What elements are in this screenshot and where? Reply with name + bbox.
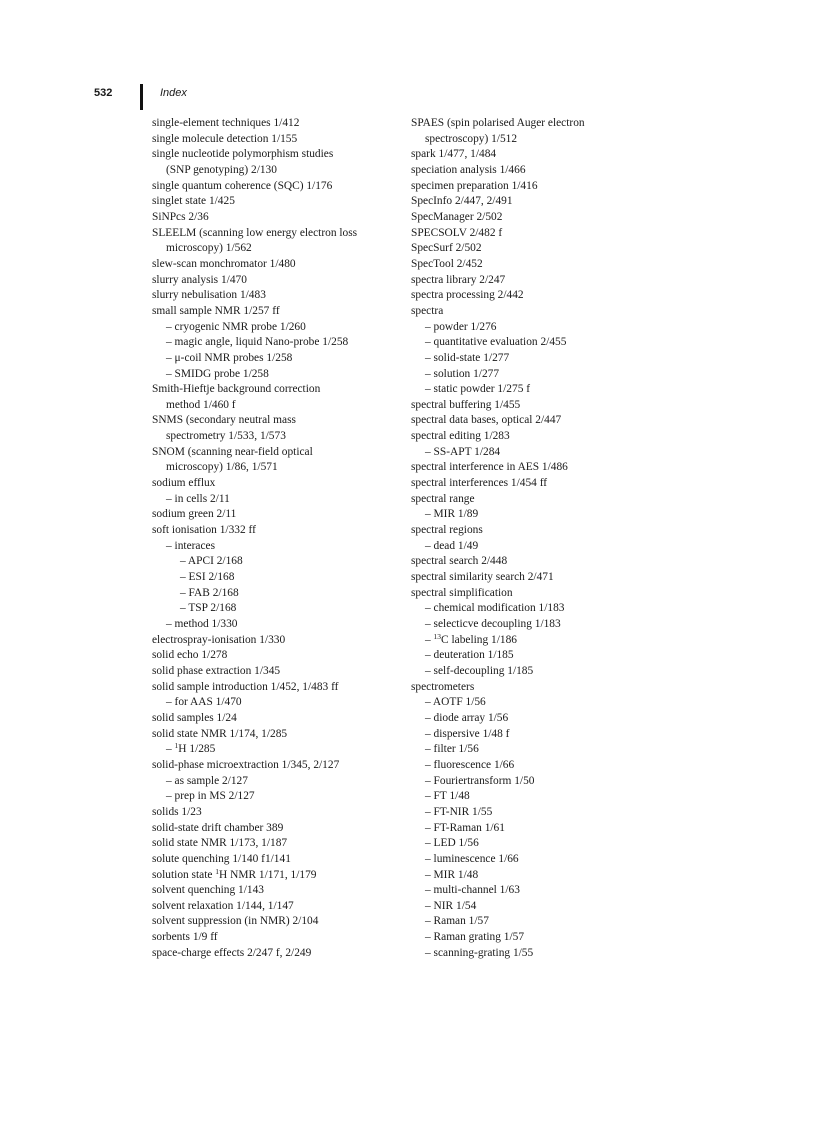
entry-line: slurry nebulisation 1/483 [152,289,266,302]
entry-continuation: (SNP genotyping) 2/130 [166,163,277,176]
entry-line: – $^{13}$C labeling 1/186 [425,631,517,646]
entry-line: spectral data bases, optical 2/447 [411,414,562,427]
index-entry [411,241,641,257]
entry-line: – multi-channel 1/63 [425,884,520,897]
entry-line: slew-scan monchromator 1/480 [152,257,296,270]
index-entry [152,680,402,696]
isotope-superscript: 13 [433,631,442,641]
index-subentry [411,664,641,680]
entry-line: solid-state drift chamber 389 [152,821,284,834]
index-entry [152,914,402,930]
index-subentry [152,601,402,617]
entry-line: solid state NMR 1/173, 1/187 [152,837,288,850]
entry-line: solvent relaxation 1/144, 1/147 [152,899,294,912]
index-column-right [411,116,641,961]
entry-continuation: method 1/460 f [166,398,236,411]
entry-line: – solution 1/277 [425,367,500,380]
index-entry [411,288,641,304]
entry-line: solid samples 1/24 [152,711,237,724]
index-subentry [152,789,402,805]
entry-line: spectral regions [411,524,483,537]
entry-line: – static powder 1/275 f [425,383,531,396]
entry-line: solution state $^1$H NMR 1/171, 1/179 [152,866,317,881]
entry-line: solids 1/23 [152,805,202,818]
index-entry [152,288,402,304]
entry-line: – quantitative evaluation 2/455 [425,336,567,349]
entry-continuation: spectrometry 1/533, 1/573 [166,430,286,443]
index-subentry [411,351,641,367]
entry-line: solid sample introduction 1/452, 1/483 ff [152,680,339,693]
entry-line: – LED 1/56 [425,837,479,850]
index-entry [411,680,641,696]
index-entry [152,883,402,899]
running-header [0,84,816,110]
entry-line: spectral interferences 1/454 ff [411,477,548,490]
entry-line: SNMS (secondary neutral mass [152,414,296,427]
index-entry [152,273,402,289]
entry-line: – dispersive 1/48 f [425,727,510,740]
index-subentry [411,805,641,821]
index-subentry [152,539,402,555]
index-entry [411,460,641,476]
index-subentry [152,367,402,383]
entry-line: SNOM (scanning near-field optical [152,445,313,458]
entry-line: – method 1/330 [166,618,238,630]
entry-line: – FT-NIR 1/55 [425,805,493,818]
entry-line: specimen preparation 1/416 [411,179,538,192]
index-subentry [411,774,641,790]
index-entry [152,257,402,273]
entry-line: spectrometers [411,680,475,693]
entry-line: solvent quenching 1/143 [152,884,264,897]
index-entry [152,304,402,320]
entry-line: slurry analysis 1/470 [152,273,247,286]
entry-line: – $^1$H 1/285 [166,741,216,756]
entry-line: spectral range [411,492,475,505]
entry-line: Smith-Hieftje background correction [152,383,321,396]
entry-line: – Fouriertransform 1/50 [425,774,535,787]
entry-line: small sample NMR 1/257 ff [152,304,280,317]
entry-line: solid phase extraction 1/345 [152,664,281,677]
index-entry [411,147,641,163]
index-entry [411,179,641,195]
entry-line: spectral editing 1/283 [411,430,510,443]
index-subentry [411,789,641,805]
index-entry [152,147,402,178]
entry-line: – as sample 2/127 [166,774,248,787]
entry-line: – interaces [166,539,216,552]
index-entry [411,257,641,273]
index-subentry [411,382,641,398]
index-subentry [411,711,641,727]
index-subentry [152,320,402,336]
entry-line: spectral similarity search 2/471 [411,571,554,584]
index-entry [152,132,402,148]
entry-line: sodium green 2/11 [152,508,237,521]
entry-line: – FT 1/48 [425,790,470,803]
entry-line: – ESI 2/168 [180,571,235,584]
index-subentry [411,758,641,774]
entry-line: – dead 1/49 [425,539,479,552]
index-entry [152,507,402,523]
entry-line: – powder 1/276 [425,320,497,333]
index-entry [152,836,402,852]
entry-line: – for AAS 1/470 [166,696,242,709]
index-subentry [411,742,641,758]
entry-line: singlet state 1/425 [152,195,235,208]
index-subentry [152,351,402,367]
running-title: Index [160,87,187,99]
index-entry [152,805,402,821]
index-entry [152,445,402,476]
index-subentry [152,335,402,351]
entry-line: – FAB 2/168 [180,586,239,599]
entry-line: single nucleotide polymorphism studies [152,148,334,161]
entry-line: – NIR 1/54 [425,899,477,912]
entry-line: speciation analysis 1/466 [411,163,526,176]
entry-line: – APCI 2/168 [180,555,243,568]
index-subentry [152,742,402,758]
index-entry [411,194,641,210]
index-subentry [411,445,641,461]
index-entry [411,523,641,539]
entry-line: – fluorescence 1/66 [425,758,515,771]
index-entry [152,664,402,680]
index-subentry [411,883,641,899]
entry-line: SpecInfo 2/447, 2/491 [411,195,513,208]
index-subentry [411,539,641,555]
entry-line: – MIR 1/48 [425,868,479,881]
index-entry [152,899,402,915]
entry-line: – diode array 1/56 [425,711,509,724]
isotope-superscript: 1 [215,866,220,876]
index-entry [152,946,402,962]
entry-line: spark 1/477, 1/484 [411,148,497,161]
entry-line: solid echo 1/278 [152,649,228,662]
index-subentry [411,946,641,962]
index-subentry [411,695,641,711]
entry-line: – μ-coil NMR probes 1/258 [166,351,293,364]
entry-line: SPECSOLV 2/482 f [411,226,503,239]
isotope-superscript: 1 [174,741,179,751]
index-entry [411,554,641,570]
index-subentry [411,335,641,351]
entry-line: spectral buffering 1/455 [411,398,521,411]
index-entry [411,586,641,602]
entry-line: SpecManager 2/502 [411,210,503,223]
entry-line: solvent suppression (in NMR) 2/104 [152,915,319,928]
index-entry [152,852,402,868]
index-entry [152,930,402,946]
index-entry [152,711,402,727]
entry-line: electrospray-ionisation 1/330 [152,633,286,646]
entry-line: – cryogenic NMR probe 1/260 [166,320,306,333]
index-entry [411,492,641,508]
entry-line: spectra library 2/247 [411,273,506,286]
index-subentry [411,821,641,837]
entry-line: – AOTF 1/56 [425,696,486,709]
entry-line: – self-decoupling 1/185 [425,664,534,677]
index-entry [411,570,641,586]
entry-line: single molecule detection 1/155 [152,132,298,145]
index-subentry [411,836,641,852]
index-entry [152,758,402,774]
entry-line: solute quenching 1/140 f1/141 [152,852,291,865]
index-subentry [152,570,402,586]
entry-continuation: spectroscopy) 1/512 [425,132,518,145]
entry-line: – deuteration 1/185 [425,649,514,662]
index-entry [411,210,641,226]
index-entry [152,476,402,492]
index-subentry [411,899,641,915]
index-subentry [152,492,402,508]
entry-line: – SMIDG probe 1/258 [166,367,269,380]
entry-line: single-element techniques 1/412 [152,117,300,129]
entry-line: – selecticve decoupling 1/183 [425,618,561,630]
index-entry [152,727,402,743]
entry-line: spectra processing 2/442 [411,289,524,302]
index-subentry [411,727,641,743]
entry-line: – prep in MS 2/127 [166,790,255,803]
entry-line: spectral simplification [411,586,513,599]
index-subentry [411,507,641,523]
index-entry [411,476,641,492]
index-subentry [152,586,402,602]
entry-line: SpecTool 2/452 [411,257,483,270]
entry-line: sorbents 1/9 ff [152,931,218,944]
index-subentry [411,601,641,617]
entry-line: solid-phase microextraction 1/345, 2/127 [152,758,340,771]
index-entry [411,413,641,429]
index-entry [152,413,402,444]
entry-line: solid state NMR 1/174, 1/285 [152,727,288,740]
index-entry [152,648,402,664]
index-subentry [411,868,641,884]
index-entry [152,821,402,837]
entry-line: – solid-state 1/277 [425,351,510,364]
index-subentry [411,633,641,649]
entry-line: SpecSurf 2/502 [411,242,482,255]
entry-line: spectral search 2/448 [411,555,508,568]
entry-line: sodium efflux [152,477,216,490]
entry-line: single quantum coherence (SQC) 1/176 [152,179,333,192]
index-column-left [152,116,402,961]
index-subentry [411,852,641,868]
entry-line: – magic angle, liquid Nano-probe 1/258 [166,336,349,349]
entry-line: – Raman grating 1/57 [425,931,525,944]
index-entry [152,382,402,413]
index-entry [411,273,641,289]
index-entry [152,116,402,132]
index-subentry [411,930,641,946]
entry-line: – luminescence 1/66 [425,852,519,865]
index-entry [411,163,641,179]
index-subentry [411,914,641,930]
entry-line: spectral interference in AES 1/486 [411,461,568,474]
entry-line: – SS-APT 1/284 [425,445,501,458]
index-subentry [152,695,402,711]
entry-line: – TSP 2/168 [180,602,237,615]
index-entry [411,304,641,320]
index-entry [152,868,402,884]
index-entry [152,226,402,257]
index-entry [411,226,641,242]
entry-line: SLEELM (scanning low energy electron loss [152,226,358,239]
entry-line: – in cells 2/11 [166,492,230,505]
index-subentry [411,320,641,336]
index-subentry [411,648,641,664]
entry-line: – FT-Raman 1/61 [425,821,505,834]
entry-line: soft ionisation 1/332 ff [152,524,256,537]
index-entry [152,194,402,210]
index-entry [152,179,402,195]
index-subentry [411,367,641,383]
index-subentry [411,617,641,633]
index-entry [152,633,402,649]
index-entry [152,210,402,226]
entry-line: – filter 1/56 [425,743,479,756]
entry-line: – chemical modification 1/183 [425,602,565,615]
entry-line: spectra [411,304,444,317]
entry-continuation: microscopy) 1/86, 1/571 [166,461,278,474]
index-entry [411,429,641,445]
index-subentry [152,554,402,570]
header-rule [140,84,143,110]
index-subentry [152,617,402,633]
entry-line: – Raman 1/57 [425,915,489,928]
entry-line: SiNPcs 2/36 [152,210,209,223]
entry-line: – MIR 1/89 [425,508,479,521]
entry-line: SPAES (spin polarised Auger electron [411,117,585,129]
page-number: 532 [94,87,113,99]
entry-line: – scanning-grating 1/55 [425,946,534,959]
entry-continuation: microscopy) 1/562 [166,242,252,255]
entry-line: space-charge effects 2/247 f, 2/249 [152,946,312,959]
index-entry [152,523,402,539]
index-entry [411,398,641,414]
index-subentry [152,774,402,790]
index-entry [411,116,641,147]
